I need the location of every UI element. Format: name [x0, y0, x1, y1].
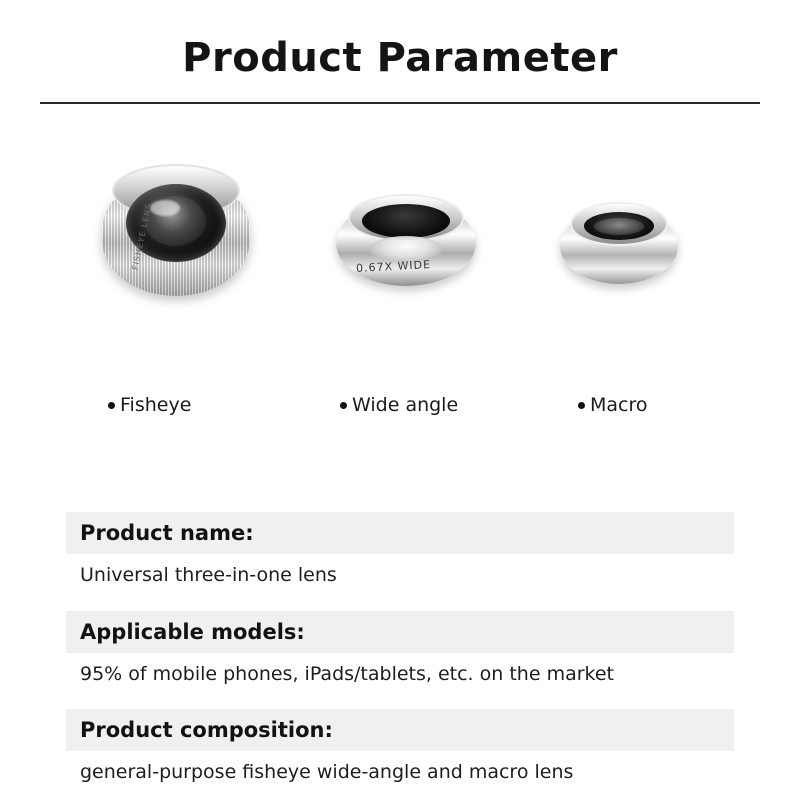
spec-value-product-name: Universal three-in-one lens [80, 564, 337, 586]
caption-macro-label: Macro [590, 394, 648, 416]
fisheye-lens-graphic [96, 160, 256, 310]
caption-fisheye-label: Fisheye [120, 394, 192, 416]
spec-row-product-name [66, 512, 734, 593]
product-image-row [0, 160, 800, 390]
wide-angle-lens-graphic [336, 192, 476, 302]
caption-fisheye [108, 394, 191, 416]
spec-value-product-composition: general-purpose fisheye wide-angle and macro lens [80, 761, 574, 784]
spec-label-product-composition: Product composition: [66, 709, 734, 751]
spec-row-product-composition [66, 709, 734, 790]
bullet-icon [108, 402, 115, 409]
caption-macro [578, 394, 648, 416]
product-wide-angle-image [330, 160, 476, 302]
bullet-icon [578, 402, 585, 409]
spec-label-product-name: Product name: [66, 512, 734, 554]
caption-wide-angle [340, 394, 458, 416]
fisheye-reflection [150, 200, 180, 216]
bullet-icon [340, 402, 347, 409]
product-caption-row [0, 394, 800, 434]
spec-value-applicable-models: 95% of mobile phones, iPads/tablets, etc. on the market [80, 662, 614, 685]
fisheye-engraving: FISHEYE LENS [130, 202, 154, 271]
spec-label-applicable-models: Applicable models: [66, 611, 734, 653]
product-fisheye-image [88, 160, 256, 310]
macro-inner-thread [594, 218, 644, 235]
title-divider [40, 102, 760, 104]
product-macro-image [548, 160, 678, 302]
wide-angle-engraving: 0.67X WIDE [355, 258, 432, 275]
wide-angle-aperture [362, 204, 450, 238]
macro-lens-graphic [560, 202, 678, 302]
specification-list [66, 512, 734, 790]
caption-wide-angle-label: Wide angle [352, 394, 459, 416]
wide-angle-glass [370, 236, 442, 262]
spec-row-applicable-models [66, 611, 734, 692]
page-title: Product Parameter [182, 35, 618, 81]
